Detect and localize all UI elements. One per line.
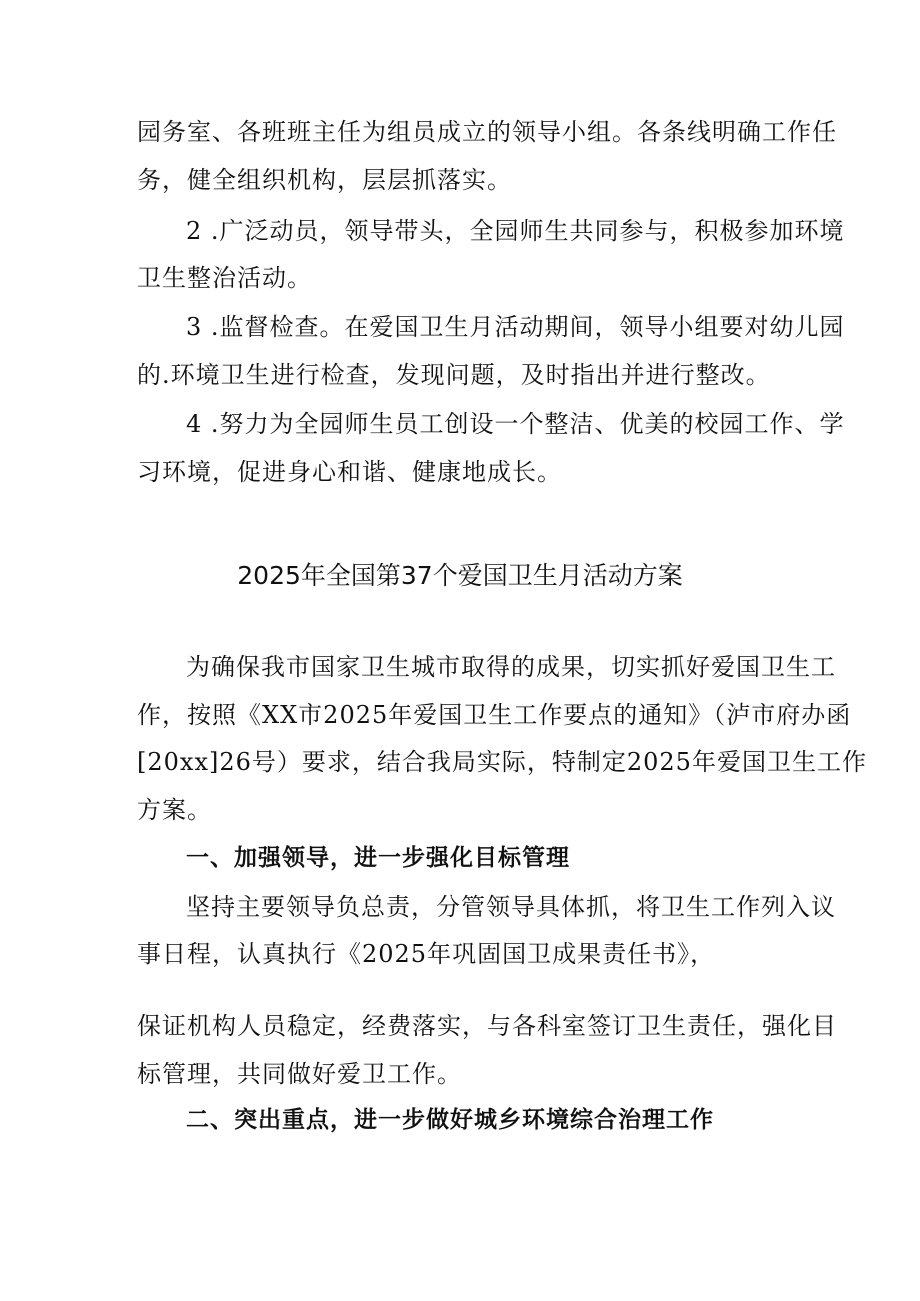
paragraph-continuation-line-1: 园务室、各班班主任为组员成立的领导小组。各条线明确工作任 [137,118,837,146]
item-3-line-1: 3 .监督检查。在爱国卫生月活动期间，领导小组要对幼儿园 [186,313,845,341]
section-2-heading: 二、突出重点，进一步做好城乡环境综合治理工作 [186,1107,714,1133]
section-1-heading: 一、加强领导，进一步强化目标管理 [186,845,570,871]
item-2-line-2: 卫生整治活动。 [137,264,312,292]
intro-line-2: 作，按照《XX市2025年爱国卫生工作要点的通知》（泸市府办函 [137,701,852,729]
section-1-line-3: 保证机构人员稳定，经费落实，与各科室签订卫生责任，强化目 [137,1012,837,1040]
intro-line-3: [20xx]26号）要求，结合我局实际，特制定2025年爱国卫生工作 [137,748,867,776]
item-4-line-2: 习环境，促进身心和谐、健康地成长。 [137,458,562,486]
section-1-line-4: 标管理，共同做好爱卫工作。 [137,1060,462,1088]
paragraph-continuation-line-2: 务，健全组织机构，层层抓落实。 [137,166,512,194]
item-3-line-2: 的.环境卫生进行检查，发现问题，及时指出并进行整改。 [137,361,771,389]
item-4-line-1: 4 .努力为全园师生员工创设一个整洁、优美的校园工作、学 [186,410,845,438]
intro-line-1: 为确保我市国家卫生城市取得的成果，切实抓好爱国卫生工 [186,653,836,681]
intro-line-4: 方案。 [137,796,212,824]
document-title: 2025年全国第37个爱国卫生月活动方案 [237,561,683,590]
section-1-line-1: 坚持主要领导负总责，分管领导具体抓，将卫生工作列入议 [186,893,836,921]
item-2-line-1: 2 .广泛动员，领导带头，全园师生共同参与，积极参加环境 [186,217,845,245]
section-1-line-2: 事日程，认真执行《2025年巩固国卫成果责任书》， [137,940,716,968]
